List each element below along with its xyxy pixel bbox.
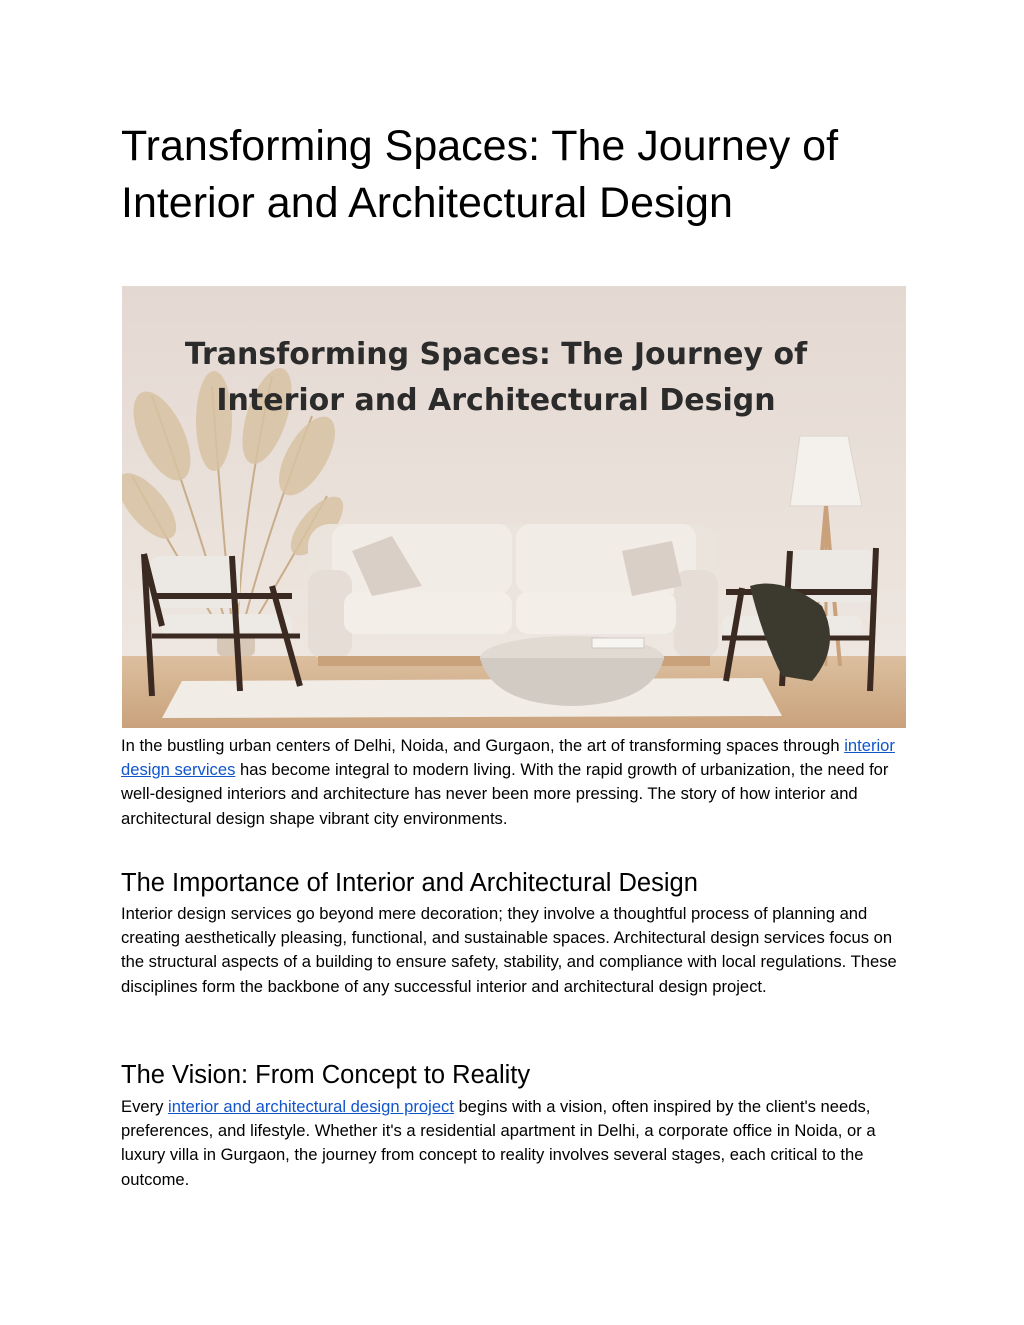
section2-heading: The Vision: From Concept to Reality: [121, 1061, 531, 1089]
living-room-illustration: [122, 286, 906, 728]
hero-image: [122, 286, 906, 728]
rug: [162, 678, 782, 718]
interior-design-services-link[interactable]: interior design services: [121, 736, 895, 780]
section2-body: [121, 1095, 911, 1192]
document-title: Transforming Spaces: The Journey of Interior and Architectural Design: [121, 122, 839, 227]
intro-text-before: In the bustling urban centers of Delhi, Noida, and Gurgaon, the art of transforming spaces through: [121, 736, 845, 755]
hero-overlay-line1: Transforming Spaces: The Journey of: [184, 337, 808, 372]
section1-heading: The Importance of Interior and Architectural Design: [121, 869, 698, 897]
hero-overlay-line2: Interior and Architectural Design: [216, 383, 776, 418]
section2-text-before: Every: [121, 1097, 169, 1116]
section2-text-after: begins with a vision, often inspired by the client's needs, preferences, and lifestyle. Whether it's a residential apartment in Delhi, a corporate office in Noida, or a luxury villa in Gurgaon, the journey from concept to reality involves several stages, each critical to the outcome.: [121, 1097, 876, 1189]
design-project-link[interactable]: interior and architectural design project: [168, 1097, 454, 1116]
intro-paragraph: [121, 734, 911, 831]
section1-body: Interior design services go beyond mere decoration; they involve a thoughtful process of planning and creating aesthetically pleasing, functional, and sustainable spaces. Architectural design services focus on the structural aspects of a building to ensure safety, stability, and compliance with local regulations. These disciplines form the backbone of any successful interior and architectural design project.: [121, 904, 897, 996]
intro-text-after: has become integral to modern living. With the rapid growth of urbanization, the need for well-designed interiors and architecture has never been more pressing. The story of how interior and architectural design shape vibrant city environments.: [121, 760, 889, 828]
